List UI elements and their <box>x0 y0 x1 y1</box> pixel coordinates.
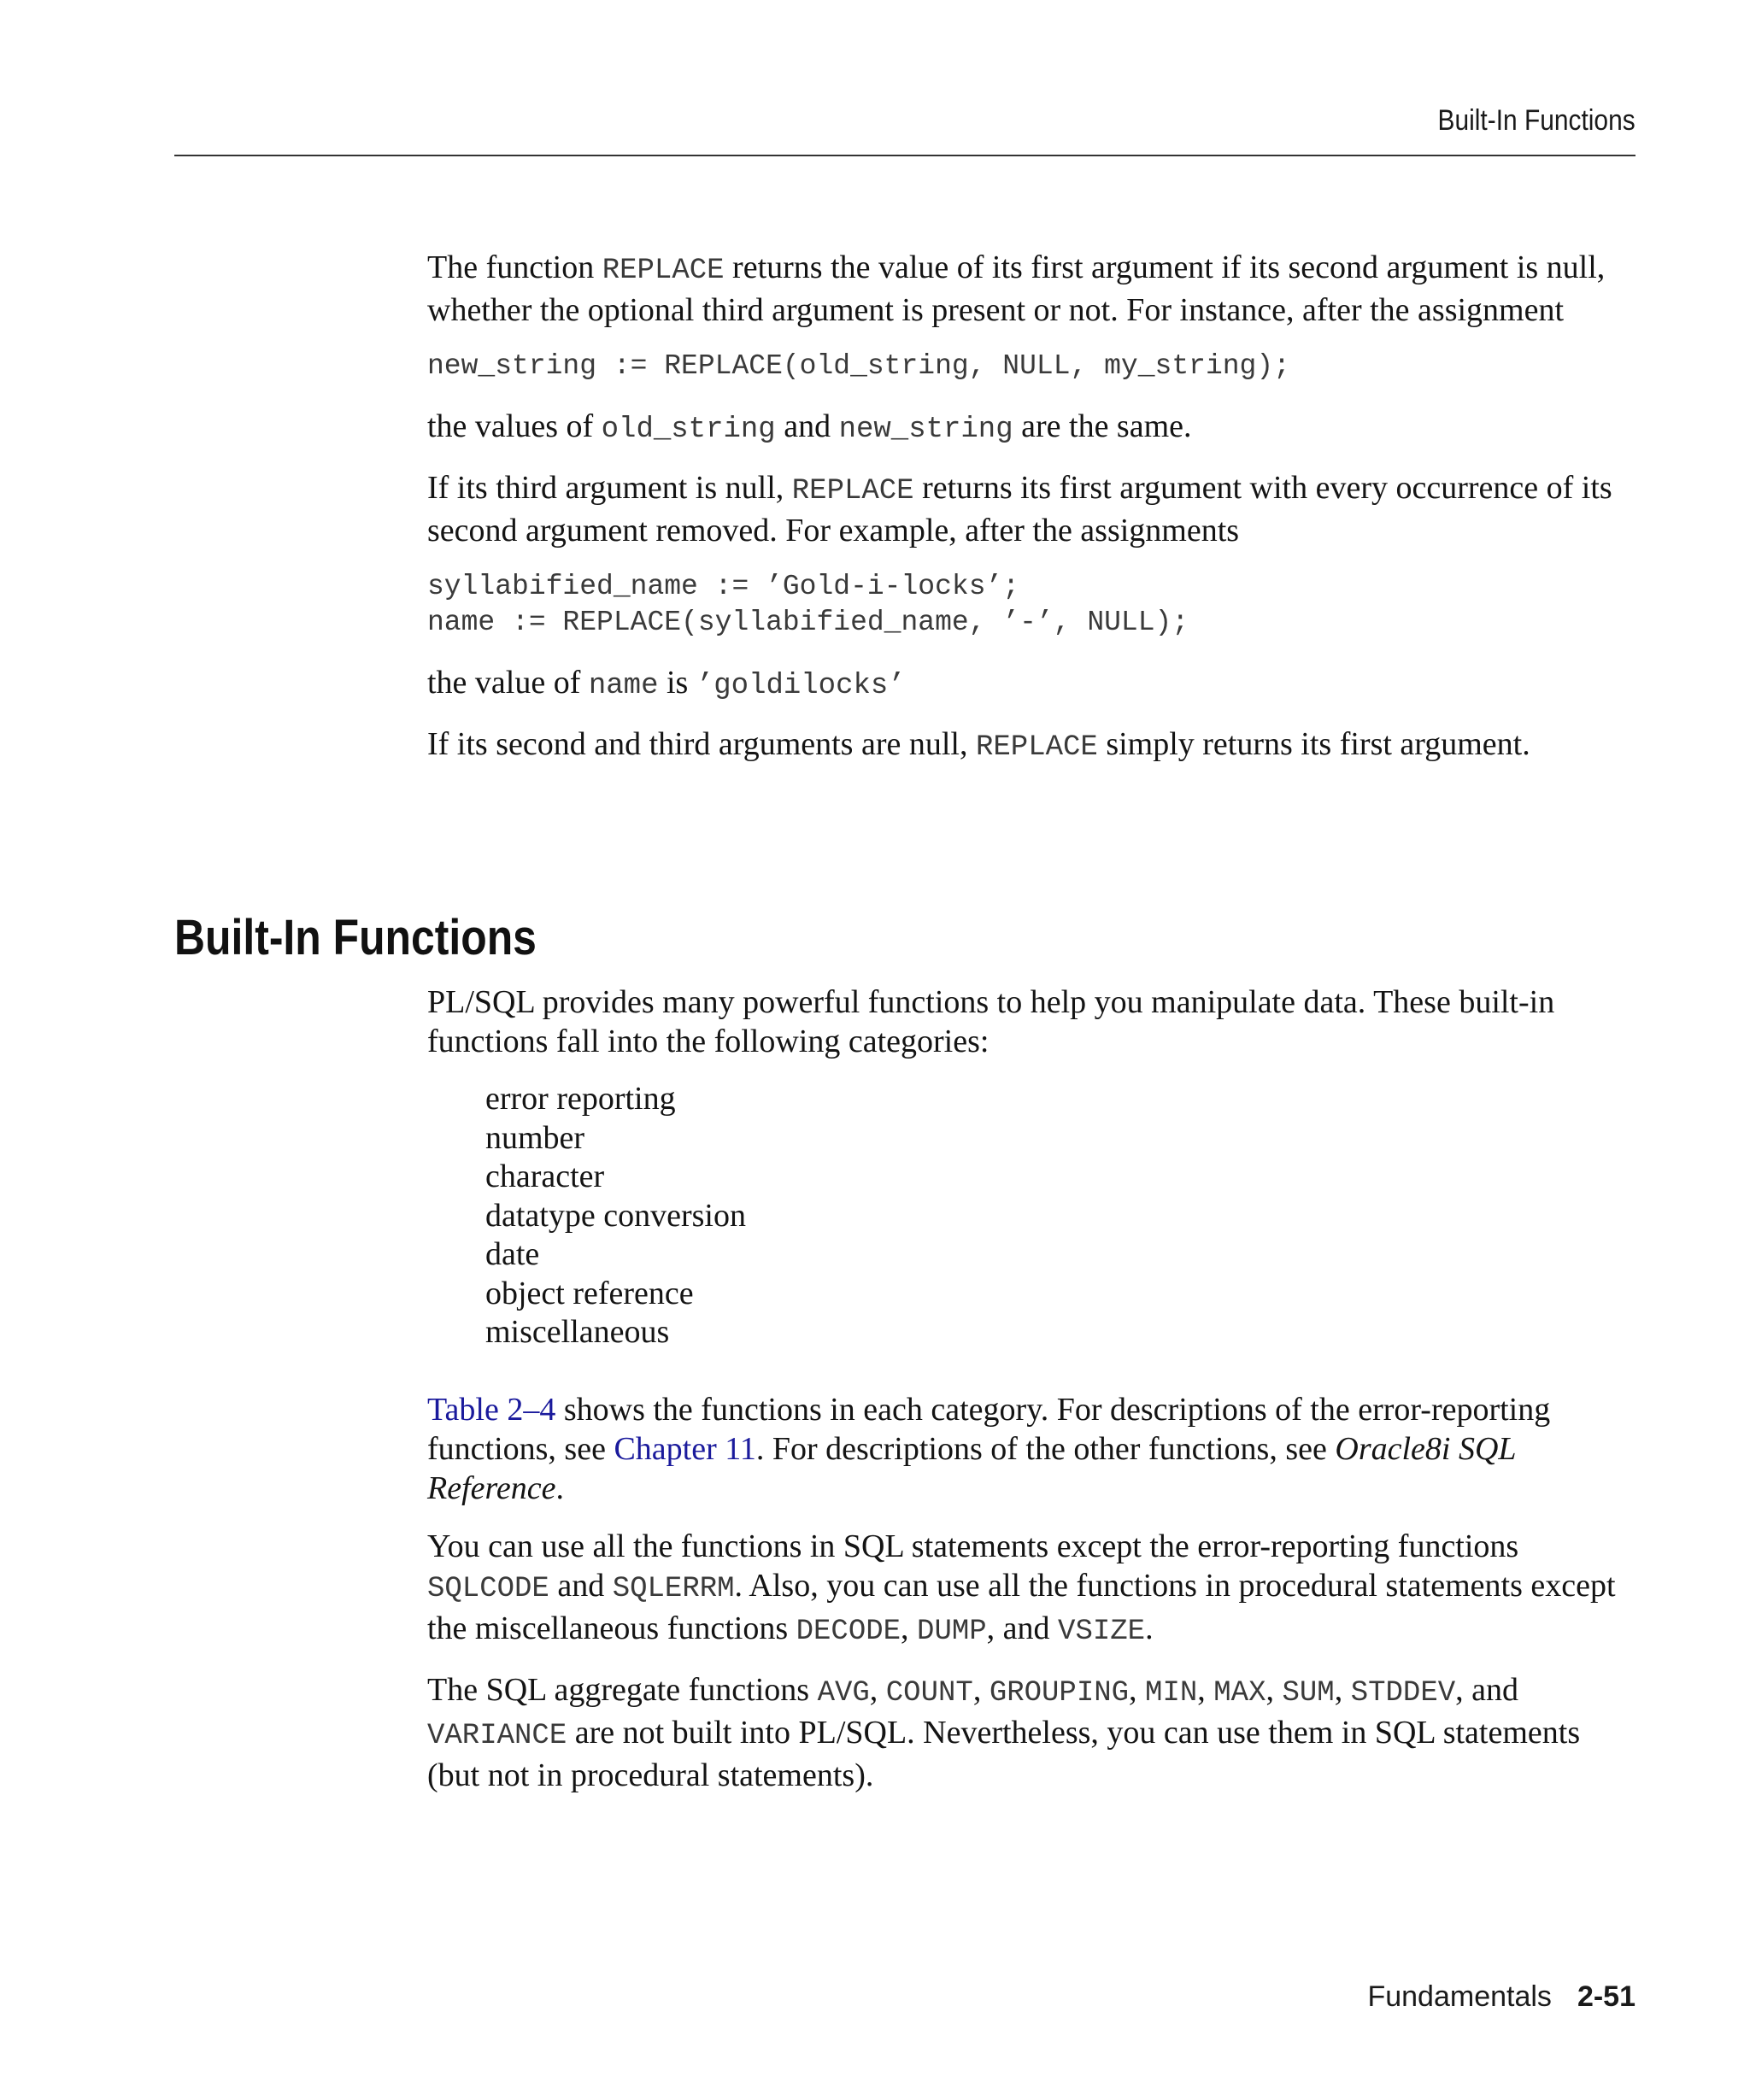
inline-code: VSIZE <box>1058 1615 1146 1648</box>
section-text <box>427 983 1635 1814</box>
list-item: character <box>485 1159 605 1194</box>
list-item: miscellaneous <box>485 1314 670 1350</box>
inline-code: DECODE <box>796 1615 901 1648</box>
inline-code: VARIANCE <box>427 1719 567 1752</box>
chapter-link[interactable]: Chapter 11 <box>614 1430 756 1467</box>
list-item: object reference <box>485 1275 694 1311</box>
paragraph: Table 2–4 shows the functions in each category. For descriptions of the error-reporting functions, see Chapter 11. For descriptions of the other functions, see Oracle8i SQL Reference. <box>427 1391 1551 1506</box>
inline-code: old_string <box>601 414 776 446</box>
paragraph: the value of name is ’goldilocks’ <box>427 665 906 702</box>
list-item: date <box>485 1236 540 1272</box>
inline-code: REPLACE <box>975 731 1098 764</box>
paragraph: the values of old_string and new_string are the same. <box>427 408 1192 446</box>
inline-code: GROUPING <box>989 1676 1130 1710</box>
paragraph: You can use all the functions in SQL statements except the error-reporting functions SQLCODE and SQLERRM. Also, you can use all the functions in procedural statements except the miscellaneous functions DECODE, DUMP, and VSIZE. <box>427 1528 1616 1648</box>
running-header: Built-In Functions <box>1437 104 1635 137</box>
intro-text <box>427 248 1635 786</box>
header-rule <box>174 155 1635 156</box>
inline-code: DUMP <box>917 1615 987 1648</box>
page-number: 2-51 <box>1577 1980 1635 2013</box>
inline-code: SUM <box>1282 1676 1335 1710</box>
table-link[interactable]: Table 2–4 <box>427 1391 556 1428</box>
inline-code: MAX <box>1213 1676 1266 1710</box>
footer-chapter: Fundamentals <box>1367 1980 1552 2013</box>
inline-code: ’goldilocks’ <box>696 670 906 702</box>
code-block: syllabified_name := ’Gold-i-locks’; name := REPLACE(syllabified_name, ’-’, NULL); <box>427 571 1189 638</box>
inline-code: STDDEV <box>1350 1676 1456 1710</box>
inline-code: REPLACE <box>791 475 914 507</box>
category-list <box>427 1080 1635 1352</box>
paragraph: PL/SQL provides many powerful functions to help you manipulate data. These built-in functions fall into the following categories: <box>427 984 1555 1059</box>
list-item: error reporting <box>485 1081 676 1117</box>
inline-code: SQLERRM <box>612 1572 735 1605</box>
inline-code: COUNT <box>885 1676 973 1710</box>
paragraph: If its second and third arguments are null, REPLACE simply returns its first argument. <box>427 726 1530 764</box>
list-item: datatype conversion <box>485 1197 746 1234</box>
list-item: number <box>485 1119 585 1156</box>
inline-code: new_string <box>838 414 1013 446</box>
inline-code: MIN <box>1145 1676 1198 1710</box>
inline-code: name <box>588 670 659 702</box>
paragraph: The SQL aggregate functions AVG, COUNT, GROUPING, MIN, MAX, SUM, STDDEV, and VARIANCE are not built into PL/SQL. Nevertheless, you can use them in SQL statements (but not in procedural statements). <box>427 1671 1581 1793</box>
book-title: Oracle8i SQL Reference <box>427 1430 1516 1506</box>
inline-code: AVG <box>817 1676 870 1710</box>
code-block: new_string := REPLACE(old_string, NULL, my_string); <box>427 350 1290 382</box>
paragraph: The function REPLACE returns the value of its first argument if its second argument is null, whether the optional third argument is present or not. For instance, after the assignment <box>427 249 1606 328</box>
inline-code: SQLCODE <box>427 1572 549 1605</box>
section-heading: Built-In Functions <box>174 910 537 965</box>
paragraph: If its third argument is null, REPLACE returns its first argument with every occurrence of its second argument removed. For example, after the assignments <box>427 470 1612 548</box>
page-footer <box>1367 1980 1635 2014</box>
inline-code: REPLACE <box>602 255 725 287</box>
